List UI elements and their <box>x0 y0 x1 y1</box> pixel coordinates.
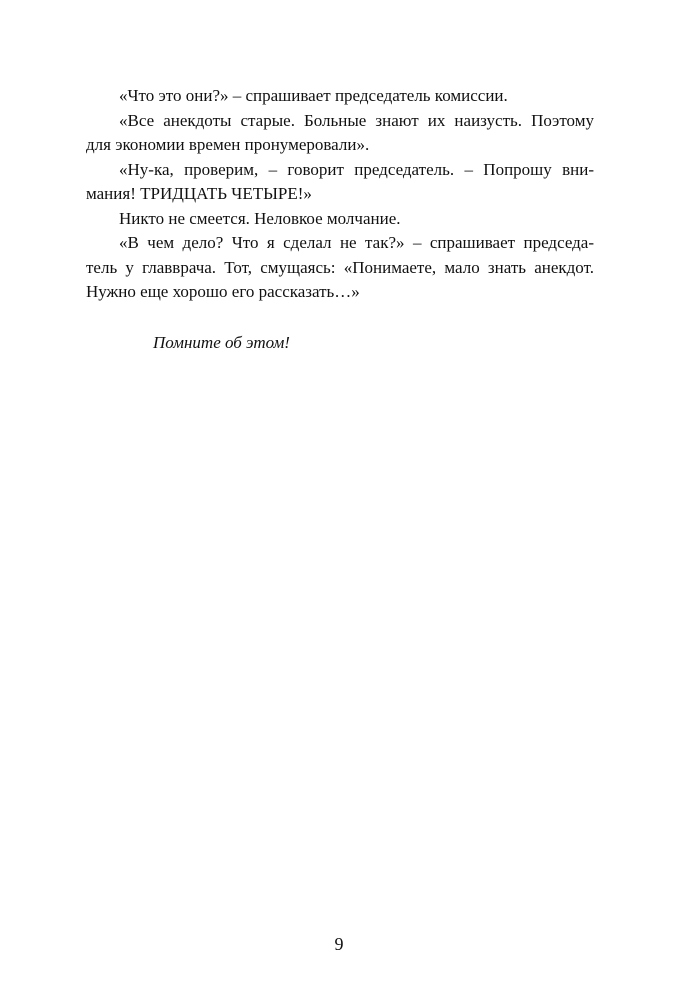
closing-remark: Помните об этом! <box>153 333 290 352</box>
text-line: «Все анекдоты старые. Больные знают их наизусть. Поэтому <box>119 110 594 130</box>
text-line: для экономии времен пронумеровали». <box>86 135 370 154</box>
text-line: Нужно еще хорошо его рассказать…» <box>86 282 360 301</box>
text-line: «Ну-ка, проверим, – говорит председатель. – Попрошу вни- <box>119 159 594 179</box>
text-line: «В чем дело? Что я сделал не так?» – спрашивает председа- <box>119 233 594 252</box>
text-line: тель у главврача. Тот, смущаясь: «Понимаете, мало знать анекдот. <box>86 257 594 277</box>
body-text <box>86 84 594 305</box>
text-line: мания! ТРИДЦАТЬ ЧЕТЫРЕ!» <box>86 184 312 203</box>
paragraph-2 <box>86 109 594 158</box>
paragraph-3 <box>86 158 594 207</box>
paragraph-4 <box>86 207 594 232</box>
paragraph-5 <box>86 231 594 305</box>
text-line: Никто не смеется. Неловкое молчание. <box>119 208 401 228</box>
text-line: «Что это они?» – спрашивает председатель комиссии. <box>119 86 508 105</box>
paragraph-1 <box>86 84 594 109</box>
page-number: 9 <box>334 934 344 954</box>
